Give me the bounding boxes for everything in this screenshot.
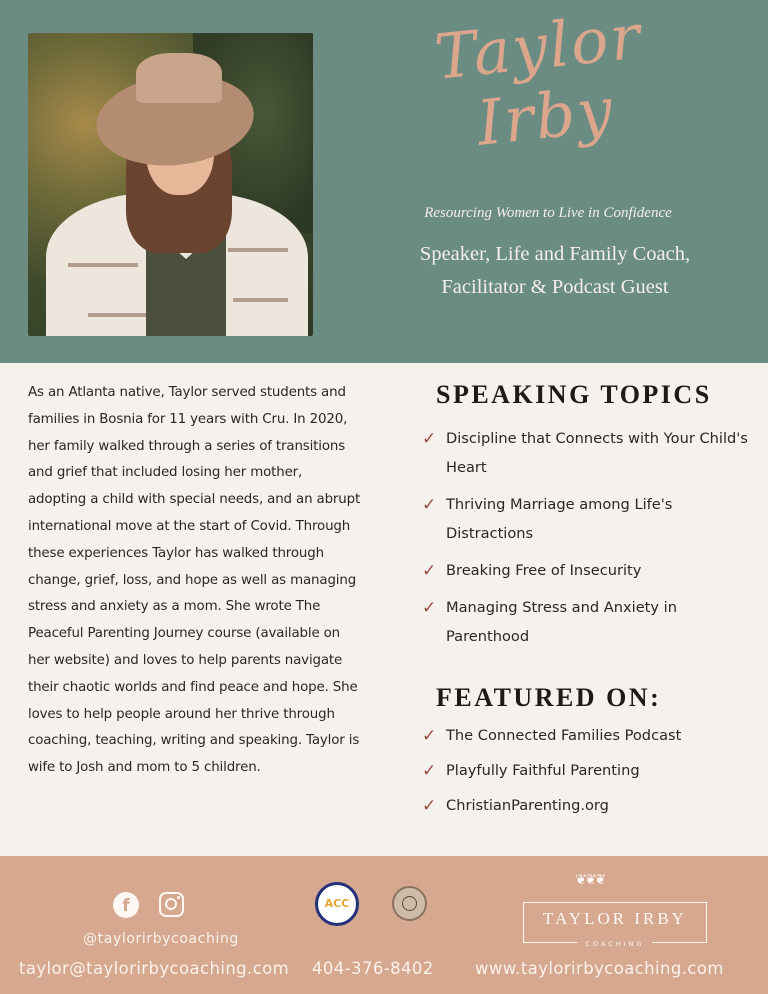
photo-stripe (88, 313, 148, 317)
instagram-icon[interactable] (159, 892, 184, 917)
roles-line-1: Speaker, Life and Family Coach, (419, 243, 691, 265)
photo-stripe (68, 263, 138, 267)
topic-label: Breaking Free of Insecurity (446, 562, 642, 579)
featured-label: ChristianParenting.org (446, 797, 609, 814)
logo-subtitle: COACHING (577, 940, 652, 948)
photo-hat-crown (136, 53, 222, 103)
roles-line-2: Facilitator & Podcast Guest (441, 276, 669, 298)
brand-logo (523, 902, 707, 948)
seal-emblem (402, 896, 417, 911)
social-links (113, 892, 184, 918)
check-icon: ✓ (422, 561, 437, 581)
speaking-topics-heading: SPEAKING TOPICS (436, 380, 712, 409)
instagram-lens (165, 898, 177, 910)
icf-acc-badge (315, 882, 359, 926)
check-icon: ✓ (422, 796, 437, 816)
featured-on-list (420, 721, 750, 820)
check-icon: ✓ (422, 726, 437, 746)
bio-paragraph: As an Atlanta native, Taylor served students and families in Bosnia for 11 years with Cru. In 2020, her family walked through a series of transitions and grief that included losing her mother, adopting a child with special needs, and an abrupt international move at the start of Covid. Through these experiences Taylor has walked through change, grief, loss, and hope as well as managing stress and anxiety as a mom. She wrote The Peaceful Parenting Journey course (available on her website) and loves to help parents navigate their chaotic worlds and find peace and hope. She loves to help people around her thrive through coaching, teaching, writing and speaking. Taylor is wife to Josh and mom to 5 children. (28, 385, 361, 776)
featured-label: Playfully Faithful Parenting (446, 762, 640, 779)
topic-item (420, 593, 750, 651)
name-script-title: Taylor Irby (431, 0, 646, 160)
roles (390, 238, 720, 304)
topic-item (420, 556, 750, 585)
hero-banner (0, 0, 768, 363)
instagram-dot (177, 896, 180, 899)
leaf-branch-icon: ❦❦❦ (575, 871, 605, 887)
featured-on-heading: FEATURED ON: (436, 683, 662, 712)
topic-label: Discipline that Connects with Your Child's Heart (446, 430, 748, 476)
check-icon: ✓ (422, 429, 437, 449)
tagline: Resourcing Women to Live in Confidence (424, 205, 672, 221)
facebook-icon[interactable]: f (113, 892, 139, 918)
email-link[interactable]: taylor@taylorirbycoaching.com (19, 959, 290, 978)
featured-label: The Connected Families Podcast (446, 727, 682, 744)
topic-item (420, 490, 750, 548)
phone-number[interactable]: 404-376-8402 (312, 959, 434, 978)
photo-stripe (228, 248, 288, 252)
photo-stripe (233, 298, 288, 302)
check-icon: ✓ (422, 598, 437, 618)
social-handle[interactable]: @taylorirbycoaching (83, 931, 239, 947)
logo-name: TAYLOR IRBY (543, 909, 687, 928)
topic-label: Thriving Marriage among Life's Distractions (446, 496, 673, 542)
acc-label: ACC (324, 897, 350, 910)
check-icon: ✓ (422, 495, 437, 515)
website-link[interactable]: www.taylorirbycoaching.com (475, 959, 724, 978)
profile-photo (28, 33, 313, 336)
featured-item (420, 791, 750, 820)
topic-label: Managing Stress and Anxiety in Parenthood (446, 599, 677, 645)
certification-seal-badge (392, 886, 427, 921)
featured-item (420, 756, 750, 785)
speaking-topics-list (420, 424, 750, 659)
topic-item (420, 424, 750, 482)
check-icon: ✓ (422, 761, 437, 781)
featured-item (420, 721, 750, 750)
